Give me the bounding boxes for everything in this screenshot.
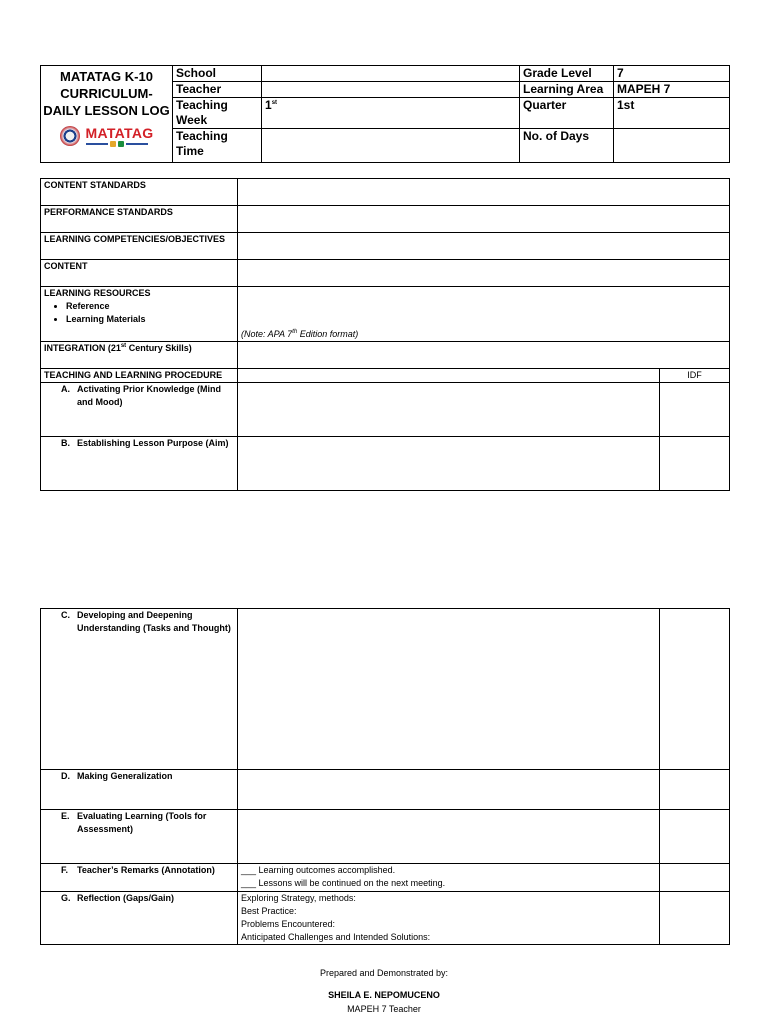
remark-lessons-continued: ___ Lessons will be continued on the next meeting. xyxy=(241,878,446,888)
teacher-label: Teacher xyxy=(173,82,262,98)
developing-understanding-idf[interactable] xyxy=(660,609,730,770)
item-text-c: Developing and Deepening Understanding (Tasks and Thought) xyxy=(77,610,231,633)
establishing-lesson-purpose-idf[interactable] xyxy=(660,437,730,491)
header-table xyxy=(40,65,730,163)
learning-competencies-label: LEARNING COMPETENCIES/OBJECTIVES xyxy=(41,233,238,260)
title-block xyxy=(41,66,173,163)
logo-tagline-graphic xyxy=(86,141,148,147)
content-standards-label: CONTENT STANDARDS xyxy=(41,179,238,206)
reflection-label xyxy=(41,892,238,945)
activating-prior-knowledge-field[interactable] xyxy=(238,383,660,437)
learning-resources-cell xyxy=(41,287,238,342)
activating-prior-knowledge-label xyxy=(41,383,238,437)
lesson-table-part-2 xyxy=(40,608,730,945)
performance-standards-label: PERFORMANCE STANDARDS xyxy=(41,206,238,233)
establishing-lesson-purpose-label xyxy=(41,437,238,491)
item-letter-b: B. xyxy=(61,438,70,448)
integration-sup: st xyxy=(120,343,127,349)
reflection-idf[interactable] xyxy=(660,892,730,945)
idf-header: IDF xyxy=(660,369,730,383)
item-text-b: Establishing Lesson Purpose (Aim) xyxy=(77,438,229,448)
teaching-week-value: 1 xyxy=(265,98,272,112)
teaching-time-field[interactable] xyxy=(262,129,520,163)
learning-resources-field[interactable] xyxy=(238,287,730,342)
learning-competencies-field[interactable] xyxy=(238,233,730,260)
reflection-exploring-strategy: Exploring Strategy, methods: xyxy=(241,893,356,903)
performance-standards-field[interactable] xyxy=(238,206,730,233)
integration-field[interactable] xyxy=(238,342,730,369)
item-letter-a: A. xyxy=(61,384,70,394)
title-line-2: CURRICULUM- xyxy=(60,86,153,101)
grade-level-field[interactable]: 7 xyxy=(614,66,730,82)
quarter-label: Quarter xyxy=(520,98,614,129)
procedure-field xyxy=(238,369,660,383)
deped-seal-icon xyxy=(60,126,80,146)
prepared-by-label: Prepared and Demonstrated by: xyxy=(319,968,449,978)
learning-materials-item: • Learning Materials xyxy=(66,313,234,326)
teachers-remarks-label xyxy=(41,864,238,892)
item-letter-c: C. xyxy=(61,610,70,620)
item-text-a: Activating Prior Knowledge (Mind and Mood) xyxy=(77,384,222,407)
preparer-position: MAPEH 7 Teacher xyxy=(347,1004,421,1014)
teachers-remarks-idf[interactable] xyxy=(660,864,730,892)
teaching-week-field[interactable] xyxy=(262,98,520,129)
apa-note-prefix: (Note: APA 7 xyxy=(241,329,293,339)
evaluating-learning-idf[interactable] xyxy=(660,810,730,864)
reflection-field[interactable] xyxy=(238,892,660,945)
teaching-week-sup: st xyxy=(271,100,278,106)
reflection-anticipated-challenges: Anticipated Challenges and Intended Solutions: xyxy=(241,932,431,942)
teaching-week-label: Teaching Week xyxy=(173,98,262,129)
title-line-3: DAILY LESSON LOG xyxy=(43,103,170,118)
item-text-f: Teacher’s Remarks (Annotation) xyxy=(77,865,215,875)
reflection-problems-encountered: Problems Encountered: xyxy=(241,919,336,929)
learning-resources-label: LEARNING RESOURCES xyxy=(44,288,151,298)
evaluating-learning-label xyxy=(41,810,238,864)
title-line-1: MATATAG K-10 xyxy=(60,69,153,84)
item-text-d: Making Generalization xyxy=(77,771,173,781)
apa-note-sup: th xyxy=(292,329,298,335)
reference-item: • Reference xyxy=(66,300,234,313)
content-standards-field[interactable] xyxy=(238,179,730,206)
making-generalization-label xyxy=(41,770,238,810)
learning-area-label: Learning Area xyxy=(520,82,614,98)
teaching-time-label: Teaching Time xyxy=(173,129,262,163)
item-letter-d: D. xyxy=(61,771,70,781)
activating-prior-knowledge-idf[interactable] xyxy=(660,383,730,437)
remark-outcomes-accomplished: ___ Learning outcomes accomplished. xyxy=(241,865,396,875)
apa-note-suffix: Edition format) xyxy=(297,329,359,339)
procedure-label: TEACHING AND LEARNING PROCEDURE xyxy=(41,369,238,383)
item-letter-e: E. xyxy=(61,811,70,821)
establishing-lesson-purpose-field[interactable] xyxy=(238,437,660,491)
developing-understanding-field[interactable] xyxy=(238,609,660,770)
item-text-e: Evaluating Learning (Tools for Assessment) xyxy=(77,811,207,834)
reflection-best-practice: Best Practice: xyxy=(241,906,297,916)
no-of-days-field[interactable] xyxy=(614,129,730,163)
learning-area-field[interactable]: MAPEH 7 xyxy=(614,82,730,98)
item-letter-g: G. xyxy=(61,893,71,903)
integration-suffix: Century Skills) xyxy=(126,343,192,353)
integration-prefix: INTEGRATION (21 xyxy=(44,343,121,353)
item-text-g: Reflection (Gaps/Gain) xyxy=(77,893,175,903)
school-field[interactable] xyxy=(262,66,520,82)
developing-understanding-label xyxy=(41,609,238,770)
logo-text: MATATAG xyxy=(85,124,154,141)
evaluating-learning-field[interactable] xyxy=(238,810,660,864)
item-letter-f: F. xyxy=(61,865,69,875)
content-field[interactable] xyxy=(238,260,730,287)
lesson-table-part-1 xyxy=(40,178,730,491)
teacher-field[interactable] xyxy=(262,82,520,98)
school-label: School xyxy=(173,66,262,82)
quarter-field[interactable]: 1st xyxy=(614,98,730,129)
content-label: CONTENT xyxy=(41,260,238,287)
integration-label xyxy=(41,342,238,369)
making-generalization-idf[interactable] xyxy=(660,770,730,810)
preparer-name: SHEILA E. NEPOMUCENO xyxy=(328,990,440,1000)
making-generalization-field[interactable] xyxy=(238,770,660,810)
grade-level-label: Grade Level xyxy=(520,66,614,82)
no-of-days-label: No. of Days xyxy=(520,129,614,163)
matatag-logo xyxy=(43,123,170,149)
teachers-remarks-field[interactable] xyxy=(238,864,660,892)
